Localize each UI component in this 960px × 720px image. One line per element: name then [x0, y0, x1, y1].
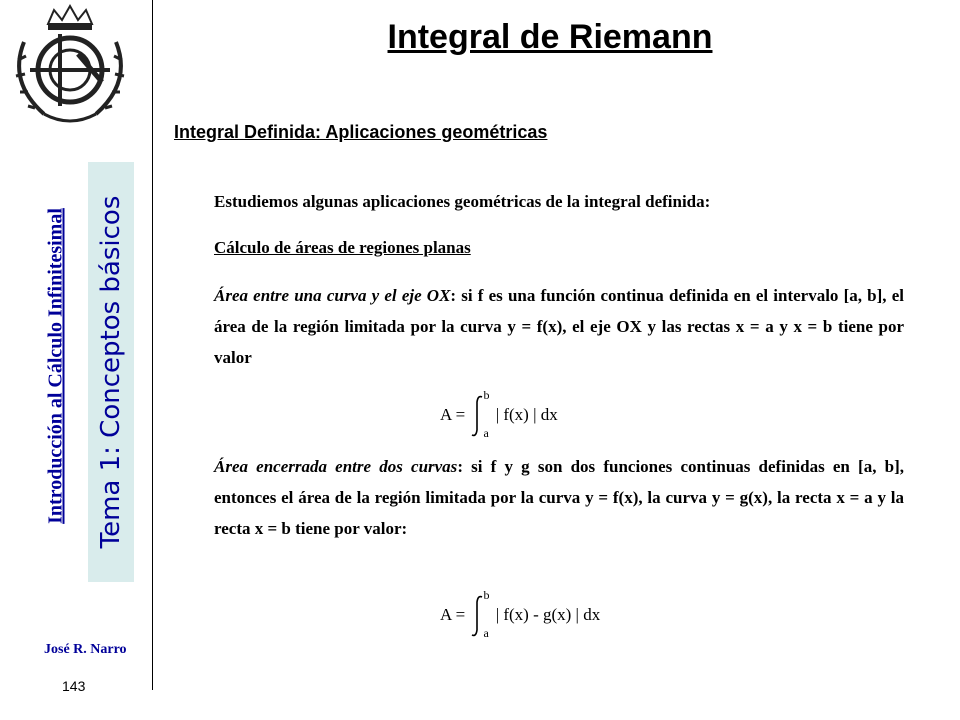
- integral-sign-icon: [469, 588, 491, 640]
- university-crest-icon: [4, 2, 136, 130]
- formula-lhs: A =: [440, 604, 466, 624]
- sidebar-divider: [152, 0, 153, 690]
- formula-integrand: | f(x) - g(x) | dx: [495, 604, 601, 624]
- integral-upper-limit: b: [483, 388, 490, 402]
- theme-title: Tema 1: Conceptos básicos: [96, 195, 126, 549]
- slide-subtitle: Integral Definida: Aplicaciones geométricas: [174, 122, 548, 142]
- course-title: Introducción al Cálculo Infinitesimal: [44, 208, 67, 524]
- author-name: José R. Narro: [44, 642, 127, 657]
- formula-lhs: A =: [440, 404, 466, 424]
- integral-upper-limit: b: [483, 588, 490, 602]
- formula-area-curve-axis: [440, 388, 558, 440]
- area-curve-axis-paragraph: [214, 280, 904, 373]
- section-heading: Cálculo de áreas de regiones planas: [214, 238, 471, 257]
- slide-title: Integral de Riemann: [387, 18, 713, 56]
- formula-area-between-curves: [440, 588, 601, 640]
- integral-sign-icon: [469, 388, 491, 440]
- area-between-curves-lead: Área encerrada entre dos curvas: [214, 457, 458, 476]
- intro-text: Estudiemos algunas aplicaciones geométricas de la integral definida:: [214, 192, 711, 211]
- integral-lower-limit: a: [483, 626, 489, 640]
- area-between-curves-paragraph: [214, 451, 904, 544]
- area-curve-axis-lead: Área entre una curva y el eje OX: [214, 286, 451, 305]
- page-number: 143: [62, 678, 86, 694]
- integral-lower-limit: a: [483, 426, 489, 440]
- area-curve-axis-text: : si f es una función continua definida en el intervalo [a, b], el área de la región limitada por la curva y = f(x), el eje OX y las rectas x = a y x = b tiene por valor: [214, 286, 904, 367]
- formula-integrand: | f(x) | dx: [495, 404, 558, 424]
- area-between-curves-text: : si f y g son dos funciones continuas definidas en [a, b], entonces el área de la región limitada por la curva y = f(x), la curva y = g(x), la recta x = a y la recta x = b tiene por valor:: [214, 457, 904, 538]
